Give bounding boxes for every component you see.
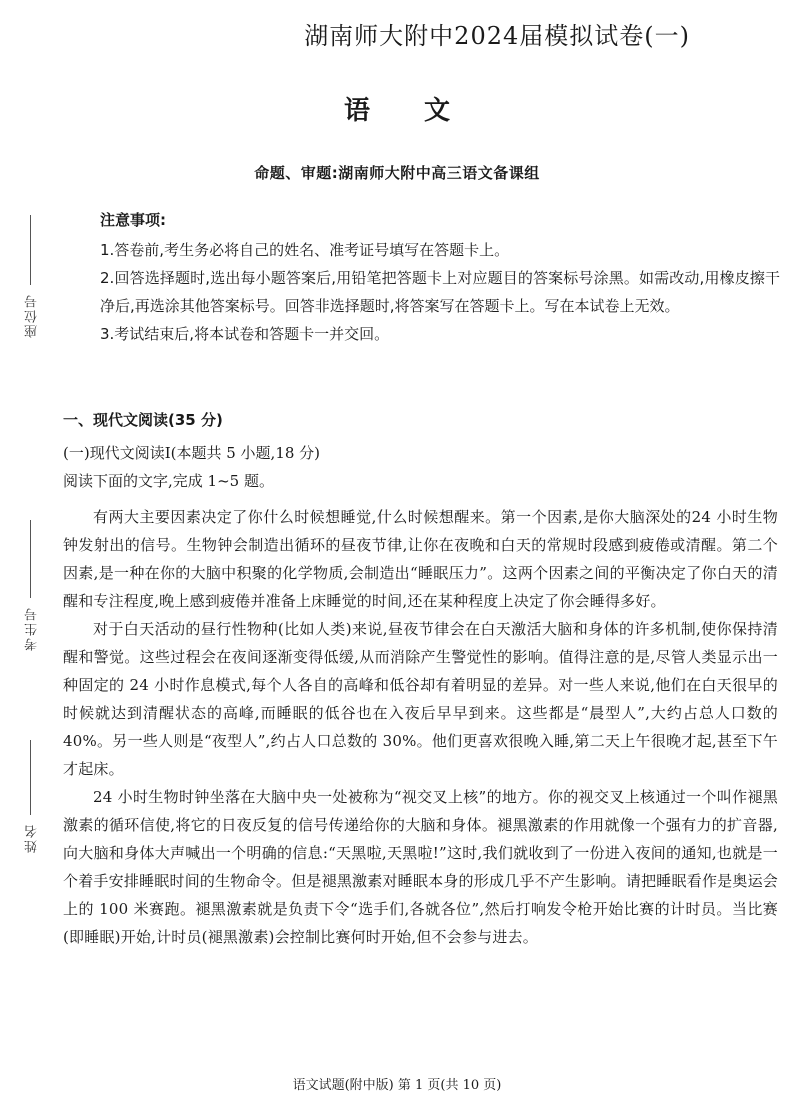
section-instruction: 阅读下面的文字,完成 1~5 题。 (63, 472, 274, 490)
section-title: 一、现代文阅读(35 分) (63, 411, 223, 429)
subject-char-1: 语 (343, 96, 370, 126)
exam-title: 湖南师大附中2024届模拟试卷(一) (304, 22, 690, 50)
author-line: 命题、审题:湖南师大附中高三语文备课组 (254, 164, 540, 182)
exam-no-label: 考生号 (25, 606, 40, 651)
notice-title: 注意事项: (100, 211, 166, 229)
name-line (30, 740, 31, 815)
page-footer: 语文试题(附中版) 第 1 页(共 10 页) (292, 1078, 502, 1093)
notice-item: 2.回答选择题时,选出每小题答案后,用铅笔把答题卡上对应题目的答案标号涂黑。如需改动,用橡皮擦干净后,再选涂其他答案标号。回答非选择题时,将答案写在答题卡上。写在本试卷上无效。 (100, 269, 780, 315)
exam-no-line (30, 520, 31, 598)
notice-item: 1.答卷前,考生务必将自己的姓名、准考证号填写在答题卡上。 (100, 241, 510, 259)
notice-item: 3.考试结束后,将本试卷和答题卡一并交回。 (100, 325, 390, 343)
side-seat-field (20, 215, 42, 365)
seat-line (30, 215, 31, 285)
reading-passage (63, 503, 778, 951)
passage-paragraph: 有两大主要因素决定了你什么时候想睡觉,什么时候想醒来。第一个因素,是你大脑深处的24 小时生物钟发射出的信号。生物钟会制造出循环的昼夜节律,让你在夜晚和白天的常规时段感到疲倦或清醒。第二个因素,是一种在你的大脑中积聚的化学物质,会制造出“睡眠压力”。这两个因素之间的平衡决定了你白天的清醒和专注程度,晚上感到疲倦并准备上床睡觉的时间,还在某种程度上决定了你会睡得多好。 (63, 508, 778, 610)
passage-paragraph: 24 小时生物时钟坐落在大脑中央一处被称为“视交叉上核”的地方。你的视交叉上核通过一个叫作褪黑激素的循环信使,将它的日夜反复的信号传递给你的大脑和身体。褪黑激素的作用就像一个强有力的扩音器,向大脑和身体大声喊出一个明确的信息:“天黑啦,天黑啦!”这时,我们就收到了一份进入夜间的通知,也就是一个着手安排睡眠时间的生物命令。但是褪黑激素对睡眠本身的形成几乎不产生影响。请把睡眠看作是奥运会上的 100 米赛跑。褪黑激素就是负责下令“选手们,各就各位”,然后打响发令枪开始比赛的计时员。当比赛(即睡眠)开始,计时员(褪黑激素)会控制比赛何时开始,但不会参与进去。 (63, 788, 778, 946)
section-subtitle: (一)现代文阅读Ⅰ(本题共 5 小题,18 分) (63, 444, 321, 462)
seat-label: 座位号 (25, 293, 40, 338)
side-exam-no-field (20, 520, 42, 670)
side-name-field (20, 740, 42, 870)
subject-title (0, 90, 794, 127)
subject-char-2: 文 (424, 96, 451, 126)
passage-paragraph: 对于白天活动的昼行性物种(比如人类)来说,昼夜节律会在白天激活大脑和身体的许多机制,使你保持清醒和警觉。这些过程会在夜间逐渐变得低缓,从而消除产生警觉性的影响。值得注意的是,尽管人类显示出一种固定的 24 小时作息模式,每个人各自的高峰和低谷却有着明显的差异。对一些人来说,他们在白天很早的时候就达到清醒状态的高峰,而睡眠的低谷也在入夜后早早到来。这些都是“晨型人”,大约占总人口数的 40%。另一些人则是“夜型人”,约占人口总数的 30%。他们更喜欢很晚入睡,第二天上午很晚才起,甚至下午才起床。 (63, 620, 778, 778)
name-label: 姓名 (25, 823, 40, 853)
notice-list (100, 236, 780, 348)
